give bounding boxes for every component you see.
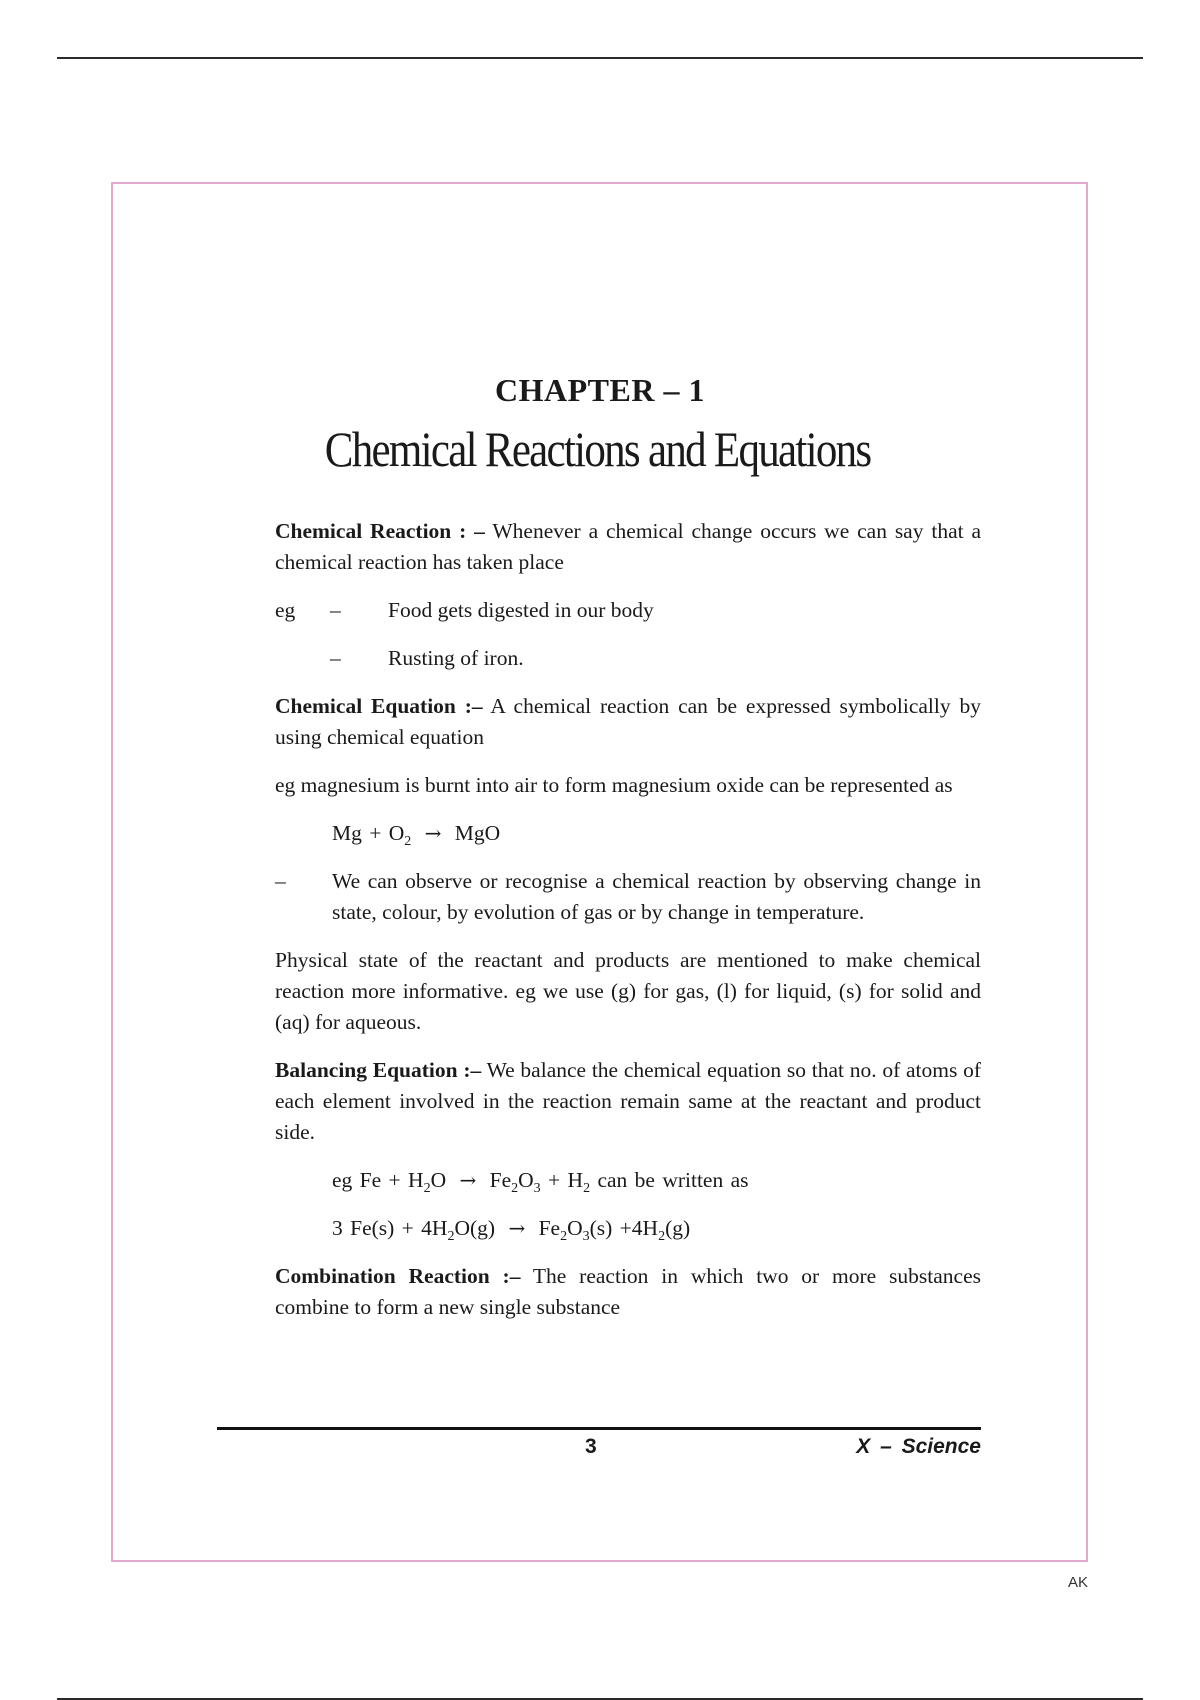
bullet-dash: –: [275, 869, 286, 893]
chapter-content: [275, 516, 981, 1340]
reaction-arrow: →: [424, 821, 442, 845]
combination-reaction-definition: [275, 1261, 981, 1323]
iron-balanced-formula: 3 $Fe(s) + 4H_2O(g) \to Fe_2O_3(s) +4H_2(g)$: [332, 1213, 981, 1244]
example-dash: –: [330, 646, 341, 670]
example-item: [275, 595, 981, 626]
reaction-arrow: →: [459, 1168, 477, 1192]
balancing-equation-text: We balance the chemical equation so that no. of atoms of each element involved in the reaction remain same at the reactant and product side.: [275, 1058, 982, 1144]
chemical-reaction-definition: [275, 516, 981, 578]
observation-note: [275, 866, 981, 928]
physical-state-paragraph: Physical state of the reactant and products are mentioned to make chemical reaction more informative. eg we use (g) for gas, (l) for liquid, (s) for solid and (aq) for aqueous.: [275, 948, 981, 1034]
chemical-equation-definition: [275, 691, 981, 753]
chapter-label: CHAPTER – 1: [495, 372, 705, 408]
chemical-equation-term: Chemical Equation :–: [275, 694, 483, 718]
example-item: [275, 643, 981, 674]
chapter-title: Chemical Reactions and Equations: [324, 421, 871, 477]
example-dash: –: [330, 598, 341, 622]
footer-rule: [217, 1427, 981, 1430]
observation-text: We can observe or recognise a chemical reaction by observing change in state, colour, by evolution of gas or by change in temperature.: [332, 869, 981, 924]
page-number: 3: [585, 1435, 597, 1458]
combination-reaction-text: The reaction in which two or more substances combine to form a new single substance: [275, 1264, 982, 1319]
eg-label: eg: [275, 598, 296, 622]
chemical-equation-text: A chemical reaction can be expressed symbolically by using chemical equation: [275, 694, 981, 749]
reaction-arrow: →: [508, 1216, 526, 1240]
balancing-equation-term: Balancing Equation :–: [275, 1058, 482, 1082]
iron-unbalanced-formula: eg $Fe + H_2O \to Fe_2O_3 + H_2$ can be written as: [332, 1165, 981, 1196]
magnesium-example: eg magnesium is burnt into air to form magnesium oxide can be represented as: [275, 773, 953, 797]
chemical-reaction-text: Whenever a chemical change occurs we can say that a chemical reaction has taken place: [275, 519, 981, 574]
top-rule: [57, 57, 1143, 59]
corner-mark: AK: [1068, 1574, 1089, 1591]
magnesium-formula: $Mg + O_2$ → MgO: [332, 818, 981, 849]
example-text: Rusting of iron.: [388, 646, 524, 670]
footer-subject: X – Science: [856, 1435, 981, 1458]
chemical-reaction-term: Chemical Reaction : –: [275, 519, 485, 543]
balancing-equation-definition: [275, 1055, 981, 1148]
combination-reaction-term: Combination Reaction :–: [275, 1264, 521, 1288]
example-text: Food gets digested in our body: [388, 598, 654, 622]
